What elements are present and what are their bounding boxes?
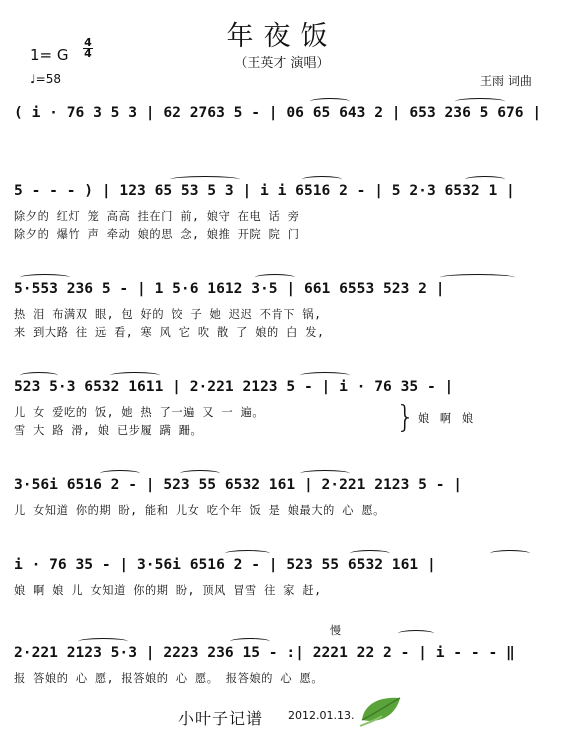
staff-row-4: 523 5·3 6532 1611 | 2·221 2123 5 - | i · 76 35 - | [14,378,454,395]
repeat-brace: } [396,400,416,435]
lyrics-row-5: 儿 女知道 你的期 盼, 能和 儿女 吃个年 饭 是 娘最大的 心 愿。 [14,504,385,517]
time-signature [82,38,94,59]
lyrics-row-2a: 除夕的 红灯 笼 高高 挂在门 前, 娘守 在电 话 旁 [14,210,300,223]
key-signature: 1= G [30,46,69,64]
slur-mark [78,638,128,645]
slur-mark [310,98,350,105]
slur-mark [300,372,350,379]
lyrics-row-7: 报 答娘的 心 愿, 报答娘的 心 愿。 报答娘的 心 愿。 [14,672,324,685]
meter-bottom: 4 [84,47,92,60]
staff-row-5: 3·56i 6516 2 - | 523 55 6532 161 | 2·221 2123 5 - | [14,476,463,493]
slur-mark [180,470,220,477]
slur-mark [350,550,390,557]
lyrics-row-2b: 除夕的 爆竹 声 牵动 娘的思 念, 娘推 开院 院 门 [14,228,300,241]
leaf-icon [356,690,406,730]
chorus-lyric: 娘 啊 娘 [418,412,476,425]
slur-mark [465,176,505,183]
slur-mark [440,274,515,281]
slur-mark [455,98,505,105]
slur-mark [225,550,270,557]
lyrics-row-4b: 雪 大 路 滑, 娘 已步履 蹒 跚。 [14,424,203,437]
slur-mark [302,176,342,183]
slur-mark [170,176,240,183]
transcriber-signature: 小叶子记谱 [178,709,264,728]
credits: 王雨 词曲 [480,74,532,88]
slur-mark [100,470,140,477]
slur-mark [20,274,70,281]
slur-mark [490,550,530,557]
slur-mark [300,470,350,477]
lyrics-row-4a: 儿 女 爱吃的 饭, 她 热 了一遍 又 一 遍。 [14,406,265,419]
slow-mark: 慢 [330,624,341,637]
performer-line: （王英才 演唱） [234,56,330,71]
lyrics-row-3a: 热 泪 布满双 眼, 包 好的 饺 子 她 迟迟 不肯下 锅, [14,308,322,321]
slur-mark [255,274,295,281]
staff-row-3: 5·553 236 5 - | 1 5·6 1612 3·5 | 661 6553 523 2 | [14,280,445,297]
staff-row-1: ( i · 76 3 5 3 | 62 2763 5 - | 06 65 643 2 | 653 236 5 676 | [14,104,542,121]
slur-mark [398,630,434,637]
tempo-mark: ♩=58 [30,72,61,86]
staff-row-2: 5 - - - ) | 123 65 53 5 3 | i i 6516 2 - | 5 2·3 6532 1 | [14,182,515,199]
slur-mark [230,638,270,645]
lyrics-row-3b: 来 到大路 往 远 看, 寒 风 它 吹 散 了 娘的 白 发, [14,326,325,339]
lyrics-row-6: 娘 啊 娘 儿 女知道 你的期 盼, 顶风 冒雪 往 家 赶, [14,584,322,597]
staff-row-7: 2·221 2123 5·3 | 2223 236 15 - :| 2221 22 2 - | i - - - ‖ [14,644,515,661]
meter-top: 4 [84,36,92,49]
transcribed-date: 2012.01.13. [288,709,355,722]
song-title: 年夜饭 [226,21,338,52]
staff-row-6: i · 76 35 - | 3·56i 6516 2 - | 523 55 6532 161 | [14,556,436,573]
slur-mark [20,372,58,379]
slur-mark [110,372,160,379]
